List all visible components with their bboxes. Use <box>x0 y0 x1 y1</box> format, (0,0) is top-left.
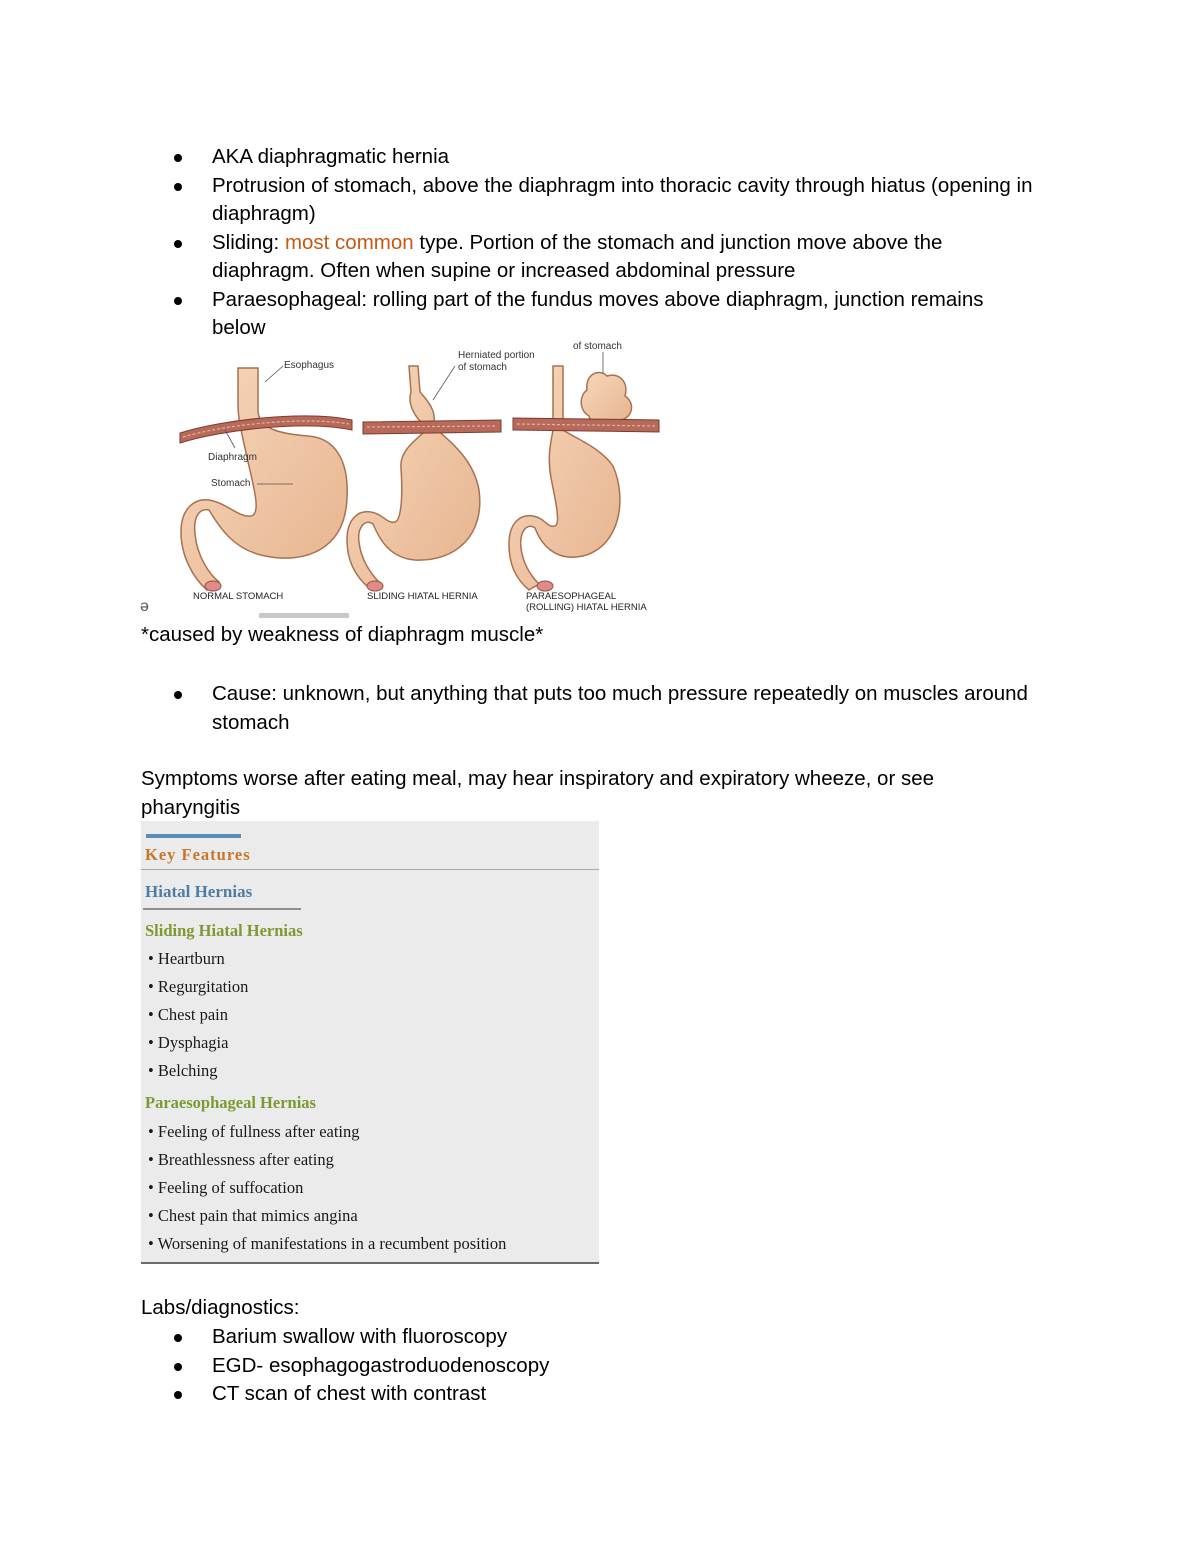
bullet-item <box>212 1352 1042 1381</box>
divider <box>141 869 599 870</box>
highlighted-text: most common <box>284 230 414 254</box>
bullet-dot <box>174 1391 182 1399</box>
bullet-text-prefix: Sliding: <box>212 230 285 254</box>
bullet-item <box>212 286 1042 343</box>
labs-heading: Labs/diagnostics: <box>141 1296 300 1319</box>
herniated-label-line2: of stomach <box>458 362 507 373</box>
list-item: • Chest pain that mimics angina <box>148 1206 358 1225</box>
bullet-item <box>212 1323 1042 1352</box>
bullet-text-suffix: type. Portion of the stomach and junction move above the diaphragm. Often when supine or increased abdominal pressure <box>212 230 943 282</box>
list-item: • Dysphagia <box>148 1033 229 1052</box>
caption-normal-stomach: NORMAL STOMACH <box>193 591 284 602</box>
cause-note: *caused by weakness of diaphragm muscle* <box>141 623 544 646</box>
labs-bullet-list <box>212 1323 1042 1409</box>
sliding-hernia-illustration <box>347 366 501 591</box>
bullet-item <box>212 172 1042 229</box>
intro-bullet-list <box>212 143 1042 343</box>
bullet-text: EGD- esophagogastroduodenoscopy <box>212 1353 550 1377</box>
bullet-dot <box>174 240 182 248</box>
title-accent-bar <box>146 834 241 838</box>
normal-stomach-illustration <box>180 368 352 591</box>
herniated-label-line1: Herniated portion <box>458 350 535 361</box>
of-stomach-label: of stomach <box>573 341 622 352</box>
esophagus-label: Esophagus <box>284 360 335 371</box>
key-features-subtitle: Hiatal Hernias <box>145 882 253 901</box>
stray-mark: ə <box>140 598 149 615</box>
bullet-dot <box>174 297 182 305</box>
caption-paraesophageal-line1: PARAESOPHAGEAL <box>526 591 617 602</box>
hiatal-hernia-diagram <box>175 338 680 618</box>
bullet-item <box>212 1380 1042 1409</box>
paraesophageal-hernia-illustration <box>509 366 659 591</box>
caption-sliding-hernia: SLIDING HIATAL HERNIA <box>367 591 478 602</box>
bullet-dot <box>174 1334 182 1342</box>
bullet-dot <box>174 183 182 191</box>
key-features-box <box>141 821 599 1264</box>
list-item: • Heartburn <box>148 949 225 968</box>
bullet-text: Barium swallow with fluoroscopy <box>212 1325 508 1348</box>
key-features-title: Key Features <box>145 845 251 864</box>
list-item: • Feeling of suffocation <box>148 1178 304 1197</box>
bullet-text: AKA diaphragmatic hernia <box>212 145 450 168</box>
bullet-item <box>212 143 1042 172</box>
divider <box>141 1262 599 1264</box>
bullet-dot <box>174 691 182 699</box>
bullet-text: Cause: unknown, but anything that puts too much pressure repeatedly on muscles around stomach <box>212 682 1028 734</box>
cause-bullet-list <box>212 680 1042 737</box>
divider <box>143 908 301 910</box>
symptoms-paragraph: Symptoms worse after eating meal, may hear inspiratory and expiratory wheeze, or see pharyngitis <box>141 767 935 819</box>
bullet-text: Paraesophageal: rolling part of the fundus moves above diaphragm, junction remains below <box>212 287 984 339</box>
paraesophageal-hernias-heading: Paraesophageal Hernias <box>145 1093 316 1112</box>
bullet-dot <box>174 1363 182 1371</box>
bullet-item <box>212 229 1042 286</box>
list-item: • Belching <box>148 1061 218 1080</box>
caption-paraesophageal-line2: (ROLLING) HIATAL HERNIA <box>526 602 647 613</box>
list-item: • Breathlessness after eating <box>148 1150 334 1169</box>
stomach-label: Stomach <box>211 478 251 489</box>
sliding-hernias-heading: Sliding Hiatal Hernias <box>145 921 303 940</box>
cropped-caption-strip <box>259 613 349 618</box>
list-item: • Worsening of manifestations in a recumbent position <box>148 1234 507 1253</box>
bullet-text: Protrusion of stomach, above the diaphragm into thoracic cavity through hiatus (opening in diaphragm) <box>212 173 1033 225</box>
bullet-item <box>212 680 1042 737</box>
diaphragm-label: Diaphragm <box>208 452 257 463</box>
list-item: • Regurgitation <box>148 977 249 996</box>
list-item: • Chest pain <box>148 1005 229 1024</box>
bullet-dot <box>174 154 182 162</box>
bullet-text: CT scan of chest with contrast <box>212 1382 487 1405</box>
list-item: • Feeling of fullness after eating <box>148 1122 360 1141</box>
